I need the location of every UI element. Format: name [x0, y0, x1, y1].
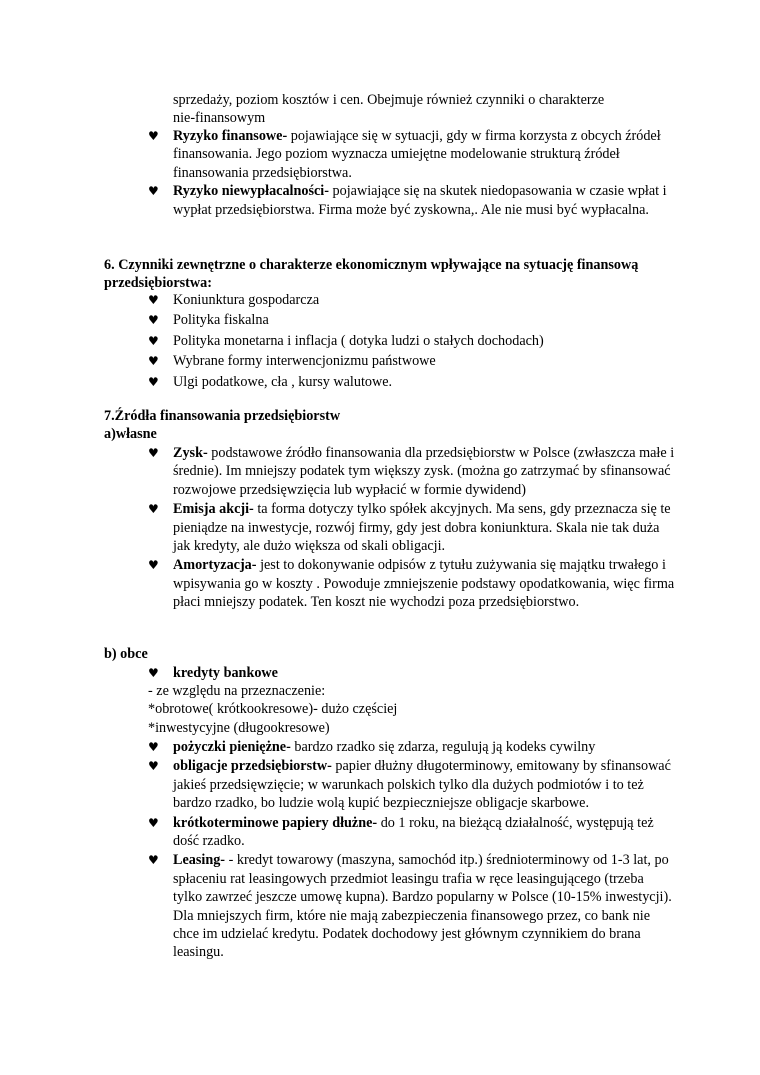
risk-list: [0, 127, 760, 219]
foreign-sources-list: [0, 738, 760, 962]
list-item: ♥ Ryzyko finansowe- pojawiające się w sytuacji, gdy w firma korzysta z obcych źródeł finansowania. Jego poziom wyznacza umiejętne modelowanie strukturą źródeł finansowania przedsiębiorstwa.: [148, 128, 661, 181]
heart-bullet-icon: ♥: [148, 740, 159, 754]
section-6-list: [0, 291, 760, 391]
credit-note: - ze względu na przeznaczenie:: [148, 683, 326, 699]
list-item: ♥ pożyczki pieniężne- bardzo rzadko się zdarza, regulują ją kodeks cywilny: [148, 739, 596, 755]
intro-continuation: [0, 91, 760, 128]
heart-bullet-icon: ♥: [148, 666, 159, 680]
list-item: ♥ Wybrane formy interwencjonizmu państwowe: [148, 353, 436, 370]
list-item: ♥ Amortyzacja- jest to dokonywanie odpisów z tytułu zużywania się majątku trwałego i wpisywania go w koszty . Powoduje zmniejszenie podstawy opodatkowania, więc firma płaci mniejszy podatek. Ten koszt nie wychodzi poza przedsiębiorstwo.: [148, 557, 675, 611]
credit-notes: [0, 682, 760, 737]
list-item: ♥ kredyty bankowe: [148, 665, 278, 681]
list-item: ♥ Ulgi podatkowe, cła , kursy walutowe.: [148, 373, 393, 390]
intro-line-2: nie-finansowym: [173, 110, 266, 127]
heart-bullet-icon: ♥: [148, 759, 159, 774]
subsection-a-heading: a)własne: [104, 426, 157, 442]
section-6-heading: 6. Czynniki zewnętrzne o charakterze ekonomicznym wpływające na sytuację finansową przedsiębiorstwa:: [104, 257, 639, 292]
heart-bullet-icon: ♥: [148, 129, 159, 143]
heart-bullet-icon: ♥: [148, 184, 159, 199]
credit-note: *obrotowe( krótkookresowe)- dużo częściej: [148, 701, 398, 718]
list-item: ♥ Koniunktura gospodarcza: [148, 292, 320, 308]
list-item: ♥ krótkoterminowe papiery dłużne- do 1 roku, na bieżącą działalność, występują też dość rzadko.: [148, 814, 654, 850]
heart-bullet-icon: ♥: [148, 293, 159, 307]
heart-bullet-icon: ♥: [148, 354, 159, 369]
credit-list: [0, 664, 760, 682]
list-item: ♥ Polityka monetarna i inflacja ( dotyka ludzi o stałych dochodach): [148, 332, 544, 349]
list-item: ♥ Emisja akcji- ta forma dotyczy tylko spółek akcyjnych. Ma sens, gdy przeznacza się te pieniądze na inwestycje, rozwój firmy, gdy jest dobra koniunktura. Skala nie tak duża jak kredyty, ale dużo większa od skali obligacji.: [148, 501, 671, 555]
credit-note: *inwestycyjne (długookresowe): [148, 719, 330, 736]
heart-bullet-icon: ♥: [148, 502, 159, 517]
subsection-b-heading: b) obce: [104, 646, 148, 662]
heart-bullet-icon: ♥: [148, 853, 159, 868]
heart-bullet-icon: ♥: [148, 374, 159, 389]
section-7-heading: 7.Źródła finansowania przedsiębiorstw: [104, 408, 341, 424]
list-item: ♥ Zysk- podstawowe źródło finansowania dla przedsiębiorstw w Polsce (zwłaszcza małe i średnie). Im mniejszy podatek tym większy zysk. (można go zatrzymać by sfinansować rozwojowe przedsięwzięcia lub wypłacić w formie dywidend): [148, 445, 675, 498]
heart-bullet-icon: ♥: [148, 558, 159, 573]
list-item: ♥ Ryzyko niewypłacalności- pojawiające się na skutek niedopasowania w czasie wpłat i wypłat przedsiębiorstwa. Firma może być zyskowna,. Ale nie musi być wypłacalna.: [148, 183, 667, 218]
intro-line-1: sprzedaży, poziom kosztów i cen. Obejmuje również czynniki o charakterze: [173, 92, 605, 108]
heart-bullet-icon: ♥: [148, 313, 159, 328]
heart-bullet-icon: ♥: [148, 815, 159, 830]
heart-bullet-icon: ♥: [148, 333, 159, 348]
heart-bullet-icon: ♥: [148, 446, 159, 460]
list-item: ♥ Polityka fiskalna: [148, 312, 269, 329]
list-item: ♥ obligacje przedsiębiorstw- papier dłużny długoterminowy, emitowany by sfinansować jakieś przedsięwzięcie; w warunkach polskich tylko dla dużych podmiotów i to też bardzo rzadko, bo ludzie wolą kupić bezpieczniejsze obligacje skarbowe.: [148, 758, 671, 812]
list-item: ♥ Leasing- - kredyt towarowy (maszyna, samochód itp.) średnioterminowy od 1-3 lat, po spłaceniu rat leasingowych przedmiot leasingu trafia w ręce leasingującego (trzeba tylko zawrzeć jeszcze umowę kupna). Bardzo popularny w Polsce (10-15% inwestycji). Dla mniejszych firm, które nie mają zabezpieczenia finansowego przez, co bank nie chce im udzielać kredytu. Podatek dochodowy jest głównym czynnikiem do brana leasingu.: [148, 852, 672, 961]
own-sources-list: [0, 444, 760, 612]
